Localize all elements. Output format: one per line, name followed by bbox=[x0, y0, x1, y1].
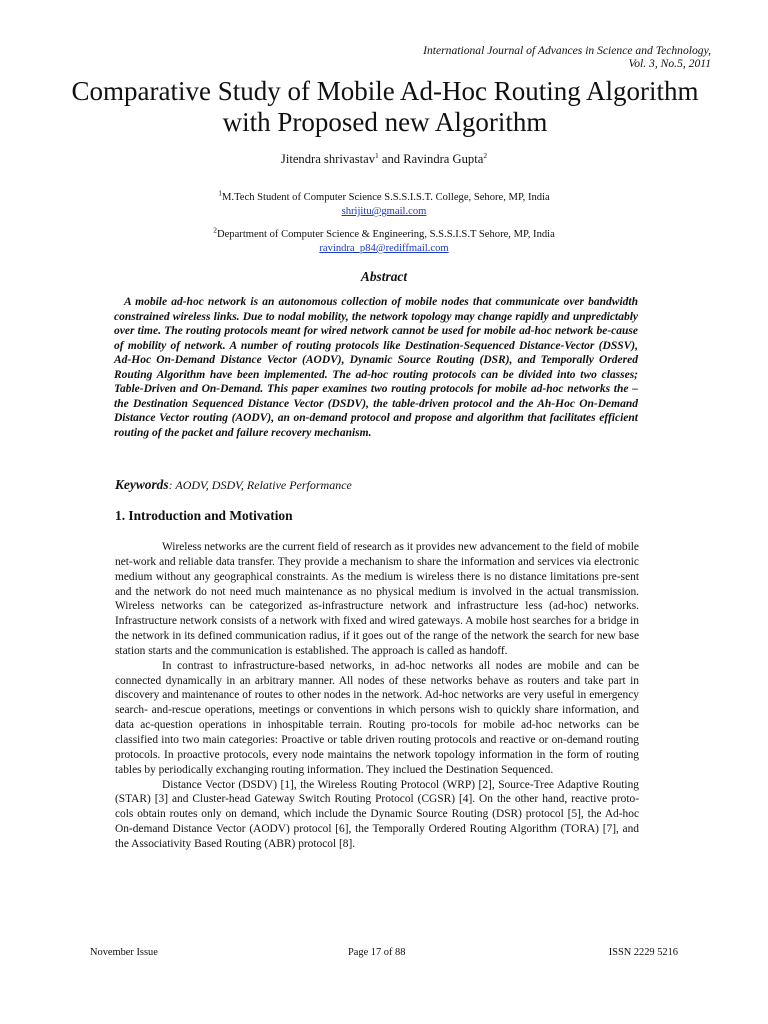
body-paragraph-2: In contrast to infrastructure-based networks, in ad-hoc networks all nodes are mobile and can be connected dynamically in an arbitrary manner. All nodes of these networks behave as routers and take part in discovery and maintenance of routes to other nodes in the network. Ad-hoc networks are very useful in emergency search- and-rescue operations, meetings or conventions in which persons wish to quickly share information, and data ac-question operations in inhospitable terrain. Routing pro-tocols for mobile ad-hoc networks can be classified into two main categories: Proactive or table driven routing protocols and reactive or on-demand routing protocols. In proactive protocols, every node maintains the network topology information in the form of routing tables by periodically exchanging routing information. They inclued the Destination Sequenced. bbox=[115, 659, 639, 776]
affiliation-2 bbox=[0, 225, 768, 256]
section-body bbox=[115, 540, 639, 852]
body-paragraph-3: Distance Vector (DSDV) [1], the Wireless Routing Protocol (WRP) [2], Source-Tree Adaptive Routing (STAR) [3] and Cluster-head Gateway Switch Routing Protocol (CGSR) [4]. On the other hand, reactive proto-cols obtain routes only on demand, which include the Dynamic Source Routing (DSR) protocol [5], the Ad-hoc On-demand Distance Vector (AODV) protocol [6], the Temporally Ordered Routing Algorithm (TORA) [7], and the Associativity Based Routing (ABR) protocol [8]. bbox=[115, 778, 639, 850]
title-line-1: Comparative Study of Mobile Ad-Hoc Routing Algorithm bbox=[71, 76, 699, 106]
author-1: Jitendra shrivastav bbox=[280, 152, 375, 166]
author-2: Ravindra Gupta bbox=[403, 152, 484, 166]
abstract-heading: Abstract bbox=[360, 269, 408, 284]
footer-issue: November Issue bbox=[90, 947, 158, 958]
affiliation-2-mark: 2 bbox=[213, 225, 217, 235]
paper-title bbox=[40, 76, 730, 138]
keywords-text: : AODV, DSDV, Relative Performance bbox=[168, 478, 352, 492]
affiliation-1-mark: 1 bbox=[218, 188, 222, 198]
author-2-affiliation-mark: 2 bbox=[483, 150, 488, 160]
keywords-label: Keywords bbox=[115, 477, 169, 492]
footer-issn: ISSN 2229 5216 bbox=[608, 947, 678, 958]
affiliation-1-text: M.Tech Student of Computer Science S.S.S.I.S.T. College, Sehore, MP, India bbox=[222, 192, 550, 203]
title-line-2: with Proposed new Algorithm bbox=[222, 107, 548, 137]
affiliation-1 bbox=[0, 188, 768, 219]
abstract-text: A mobile ad-hoc network is an autonomous collection of mobile nodes that communicate over bandwidth constrained wireless links. Due to nodal mobility, the network topology may change rapidly and unpredictably over time. The routing protocols meant for wired network cannot be used for mobile ad-hoc network be-cause of mobility of network. A number of routing protocols like Destination-Sequenced Distance-Vector (DSSV), Ad-Hoc On-Demand Distance Vector (AODV), Dynamic Source Routing (DSR), and Temporally Ordered Routing Algorithm have been implemented. The ad-hoc routing protocols can be divided into two classes; Table-Driven and On-Demand. This paper examines two routing protocols for mobile ad-hoc networks the – the Destination Sequenced Distance Vector (DSDV), the table-driven protocol and the Ah-Hoc On-Demand Distance Vector routing (AODV), an on-demand protocol and propose and algorithm that facilitates efficient routing of the packet and failure recovery mechanism. bbox=[114, 296, 638, 439]
journal-volume: Vol. 3, No.5, 2011 bbox=[628, 57, 711, 70]
keywords-line bbox=[115, 477, 352, 493]
author-line bbox=[0, 152, 768, 167]
author-conjunction: and bbox=[378, 152, 404, 166]
journal-header bbox=[423, 44, 711, 70]
journal-name: International Journal of Advances in Science and Technology, bbox=[423, 44, 711, 57]
affiliation-2-text: Department of Computer Science & Engineering, S.S.S.I.S.T Sehore, MP, India bbox=[216, 229, 555, 240]
author-1-affiliation-mark: 1 bbox=[375, 150, 379, 160]
affiliation-1-email-link[interactable]: shrijitu@gmail.com bbox=[341, 206, 427, 217]
section-heading: 1. Introduction and Motivation bbox=[115, 508, 293, 523]
affiliation-2-email-link[interactable]: ravindra_p84@rediffmail.com bbox=[319, 243, 449, 254]
footer-page-number: Page 17 of 88 bbox=[348, 947, 406, 958]
body-paragraph-1: Wireless networks are the current field of research as it provides new advancement to the field of mobile net-work and reliable data transfer. They provide a mechanism to share the information and services via electronic medium without any geographical constraints. As the medium is wireless there is no distance limitations pre-sent and the network do not need much maintenance as no physical medium is involved in the actual transmission. Wireless networks can be categorized as-infrastructure network and infrastructure less (ad-hoc) networks. Infrastructure network consists of a network with fixed and wired gateways. A mobile host searches for a bridge in the network in its defined communication radius, if it goes out of the range of the network the search for new base station starts and the communication is established. The approach is called as handoff. bbox=[115, 541, 639, 657]
